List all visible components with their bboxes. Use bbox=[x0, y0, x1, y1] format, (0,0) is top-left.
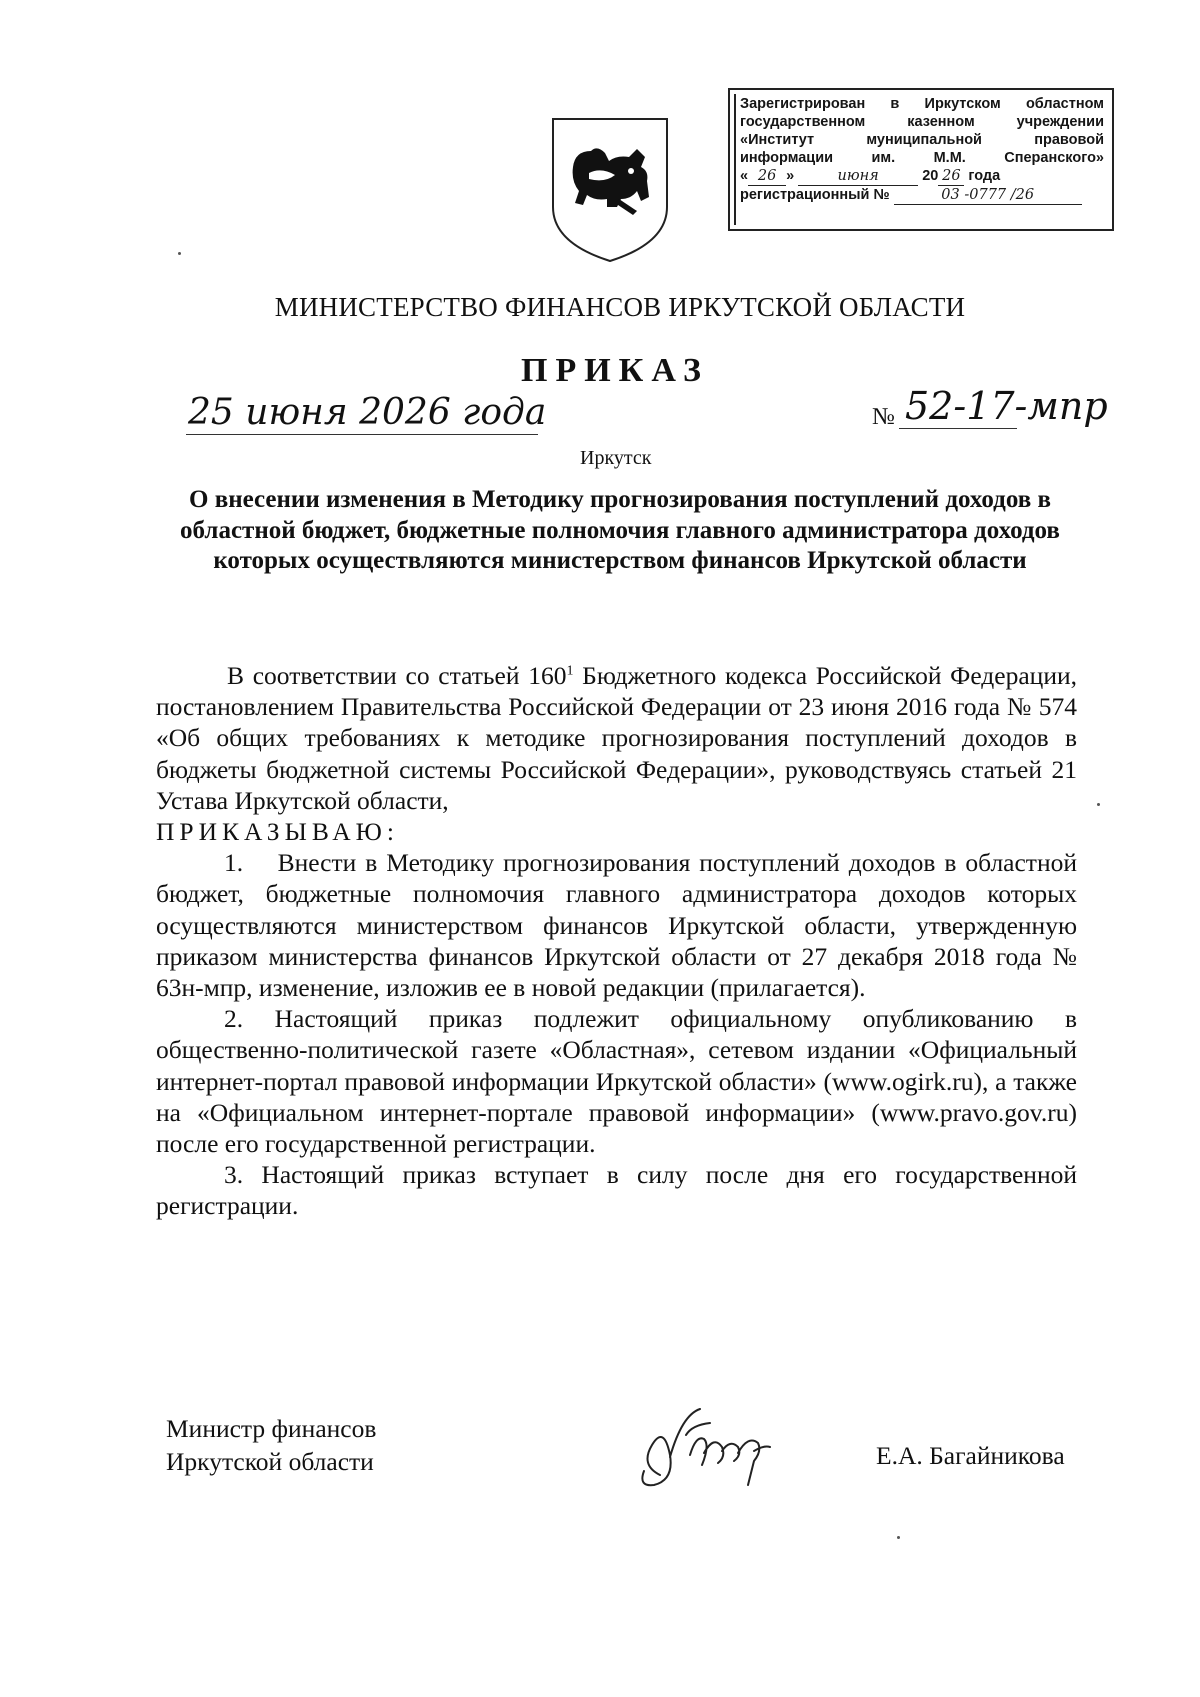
stamp-day: 26 bbox=[748, 167, 786, 186]
preamble-rest: Бюджетного кодекса Российской Федерации, постановлением Правительства Российской Федерации от 23 июня 2016 года № 574 «Об общих требованиях к методике прогнозирования поступлений доходов в бюджеты бюджетной системы Российской Федерации», руководствуясь статьей 21 Устава Иркутской области, bbox=[156, 661, 1077, 815]
date-handwritten: 25 июня 2026 года bbox=[188, 392, 547, 433]
item-3: 3. Настоящий приказ вступает в силу после дня его государственной регистрации. bbox=[156, 1160, 1077, 1221]
article-superscript: 1 bbox=[566, 663, 574, 679]
signatory-position bbox=[166, 1412, 376, 1478]
signatory-name: Е.А. Багайникова bbox=[876, 1441, 1065, 1470]
number-handwritten: 52-17-мпр bbox=[905, 384, 1108, 428]
stamp-line: Зарегистрирован в Иркутском областном bbox=[740, 96, 1104, 112]
document-title: О внесении изменения в Методику прогнозирования поступлений доходов в областной бюджет, бюджетные полномочия главного администратора доходов которых осуществляются министерством финансов Иркутской области bbox=[180, 486, 1060, 574]
number-label: № bbox=[872, 404, 895, 430]
document-body bbox=[156, 660, 1077, 1222]
item-1: 1. Внести в Методику прогнозирования поступлений доходов в областной бюджет, бюджетные полномочия главного администратора доходов которых осуществляются министерством финансов Иркутской области, утвержденную приказом министерства финансов Иркутской области от 27 декабря 2018 года № 63н-мпр, изменение, изложив ее в новой редакции (прилагается). bbox=[156, 848, 1077, 1003]
stamp-reg-number: 03 -0777 /26 bbox=[894, 186, 1082, 205]
stamp-month: июня bbox=[798, 167, 918, 186]
scan-speck bbox=[897, 1536, 900, 1539]
stamp-year-suffix: 26 bbox=[938, 167, 964, 186]
registration-stamp bbox=[728, 88, 1114, 231]
document-number bbox=[905, 384, 1108, 428]
document-type: ПРИКАЗ bbox=[521, 352, 709, 389]
stamp-line: информации им. М.М. Сперанского» bbox=[740, 150, 1104, 166]
order-word: ПРИКАЗЫВАЮ: bbox=[156, 817, 399, 847]
coat-of-arms-icon bbox=[545, 115, 675, 265]
stamp-line: «Институт муниципальной правовой bbox=[740, 132, 1104, 148]
item-2: 2. Настоящий приказ подлежит официальному опубликованию в общественно-политической газете «Областная», сетевом издании «Официальный интернет-портал правовой информации Иркутской области» (www.ogirk.ru), а также на «Официальном интернет-портале правовой информации» (www.pravo.gov.ru) после его государственной регистрации. bbox=[156, 1004, 1077, 1159]
scan-speck bbox=[178, 252, 181, 255]
stamp-year-prefix: 20 bbox=[922, 168, 939, 184]
scan-speck bbox=[1097, 803, 1100, 806]
position-line: Иркутской области bbox=[166, 1447, 374, 1476]
stamp-reg-line bbox=[740, 186, 1104, 205]
handwritten-signature bbox=[630, 1395, 800, 1495]
stamp-line: государственном казенном учреждении bbox=[740, 114, 1104, 130]
position-line: Министр финансов bbox=[166, 1414, 377, 1443]
ministry-name: МИНИСТЕРСТВО ФИНАНСОВ ИРКУТСКОЙ ОБЛАСТИ bbox=[274, 292, 966, 322]
preamble-paragraph bbox=[156, 660, 1077, 816]
document-date bbox=[188, 392, 546, 433]
stamp-year-word: года bbox=[968, 168, 1001, 184]
stamp-date-line: « 26 » июня 20 26 года bbox=[740, 168, 1001, 184]
city: Иркутск bbox=[580, 447, 652, 469]
preamble-start: В соответствии со статьей 160 bbox=[227, 661, 567, 690]
stamp-reg-label: регистрационный № bbox=[740, 187, 890, 203]
